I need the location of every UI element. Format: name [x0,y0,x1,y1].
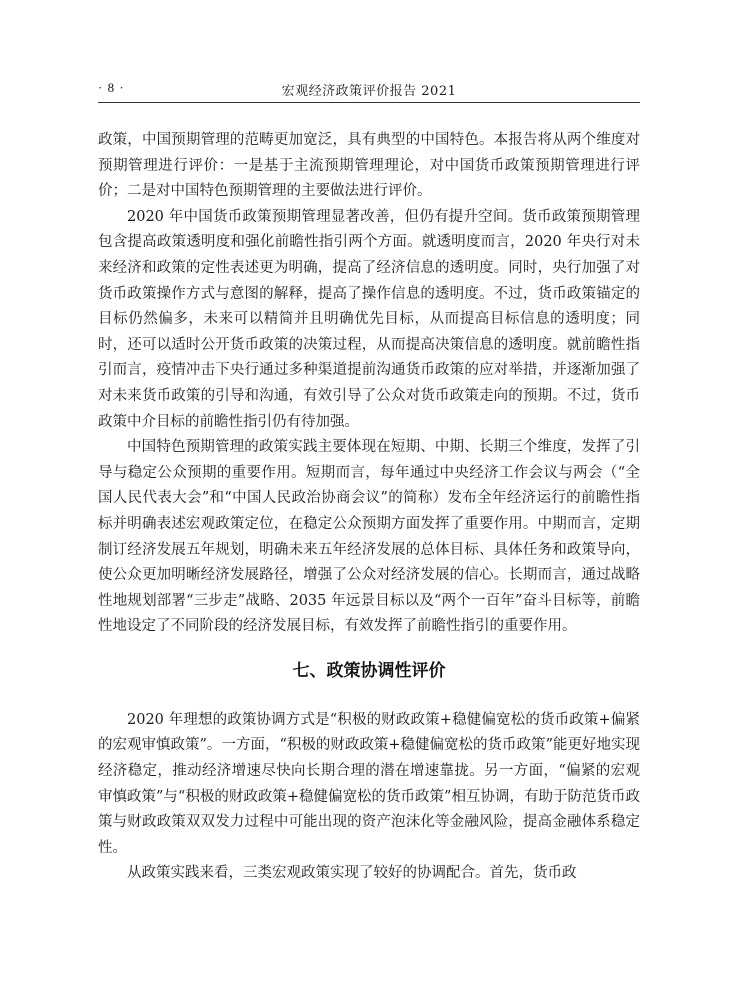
body-text [98,128,640,887]
running-title: 宏观经济政策评价报告 2021 [281,84,457,99]
page-number: · 8 · [98,80,125,95]
section-heading: 七、政策协调性评价 [292,660,446,681]
page-header [98,78,640,103]
paragraph: 政策，中国预期管理的范畴更加宽泛，具有典型的中国特色。本报告将从两个维度对预期管理进行评价：一是基于主流预期管理理论，对中国货币政策预期管理进行评价；二是对中国特色预期管理的主要做法进行评价。 [98,132,640,200]
paragraph: 2020 年理想的政策协调方式是“积极的财政政策+稳健偏宽松的货币政策+偏紧的宏观审慎政策”。一方面，“积极的财政政策+稳健偏宽松的货币政策”能更好地实现经济稳定，推动经济增速尽快向长期合理的潜在增速靠拢。另一方面，“偏紧的宏观审慎政策”与“积极的财政政策+稳健偏宽松的货币政策”相互协调，有助于防范货币政策与财政政策双双发力过程中可能出现的资产泡沫化等金融风险，提高金融体系稳定性。 [98,711,640,856]
paragraph: 从政策实践来看，三类宏观政策实现了较好的协调配合。首先，货币政 [127,865,577,882]
paragraph: 2020 年中国货币政策预期管理显著改善，但仍有提升空间。货币政策预期管理包含提高政策透明度和强化前瞻性指引两个方面。就透明度而言，2020 年央行对未来经济和政策的定性表述更为明确，提高了经济信息的透明度。同时，央行加强了对货币政策操作方式与意图的解释，提高了操作信息的透明度。不过，货币政策锚定的目标仍然偏多，未来可以精简并且明确优先目标，从而提高目标信息的透明度；同时，还可以适时公开货币政策的决策过程，从而提高决策信息的透明度。就前瞻性指引而言，疫情冲击下央行通过多种渠道提前沟通货币政策的应对举措，并逐渐加强了对未来货币政策的引导和沟通，有效引导了公众对货币政策走向的预期。不过，货币政策中介目标的前瞻性指引仍有待加强。 [98,208,640,430]
paragraph: 中国特色预期管理的政策实践主要体现在短期、中期、长期三个维度，发挥了引导与稳定公众预期的重要作用。短期而言，每年通过中央经济工作会议与两会（“全国人民代表大会”和“中国人民政治协商会议”的简称）发布全年经济运行的前瞻性指标并明确表述宏观政策定位，在稳定公众预期方面发挥了重要作用。中期而言，定期制订经济发展五年规划，明确未来五年经济发展的总体目标、具体任务和政策导向，使公众更加明晰经济发展路径，增强了公众对经济发展的信心。长期而言，通过战略性地规划部署“三步走”战略、2035 年远景目标以及“两个一百年”奋斗目标等，前瞻性地设定了不同阶段的经济发展目标，有效发挥了前瞻性指引的重要作用。 [98,439,640,635]
